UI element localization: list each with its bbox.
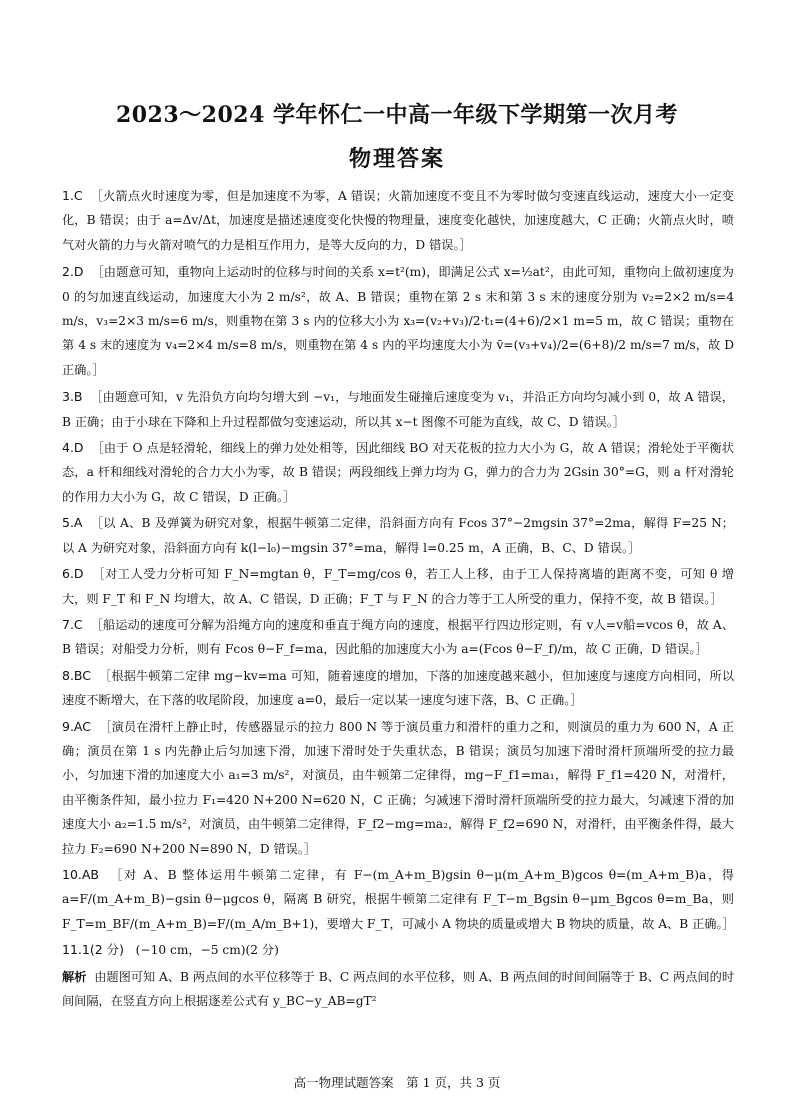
- answer-item-8: [62, 664, 734, 713]
- analysis-label: 解析: [62, 969, 87, 984]
- answer-item-11: [62, 938, 734, 962]
- answer-number: 4.D: [62, 440, 84, 456]
- answer-number: 1.C: [62, 188, 83, 203]
- answer-item-5: [62, 511, 734, 560]
- answer-number: 8.BC: [62, 667, 92, 683]
- answer-explanation: ［由于 O 点是轻滑轮，细线上的弹力处处相等，因此细线 BO 对天花板的拉力大小为 G，故 A 错误；滑轮处于平衡状态，a 杆和细线对滑轮的合力大小为零，故 B 错误；两段细线上弹力均为 G，弹力的合力为 2Gsin 30°=G，则 a 杆对滑轮的作用力大小为 G，故 C 错误，D 正确。］: [62, 441, 734, 504]
- answer-item-2: [62, 260, 734, 382]
- answer-explanation: ［由题意可知，重物向上运动时的位移与时间的关系 x=t²(m)，即满足公式 x=½at²，由此可知，重物向上做初速度为 0 的匀加速直线运动，加速度大小为 2 m/s²，故 A、B 错误；重物在第 2 s 末和第 3 s 末的速度分别为 v₂=2×2 m/s=4 m/s，v₃=2×3 m/s=6 m/s，则重物在第 3 s 内的位移大小为 x₃=(v₂+v₃)/2·t₁=(4+6)/2×1 m=5 m，故 C 错误；重物在第 4 s 末的速度为 v₄=2×4 m/s=8 m/s，则重物在第 4 s 内的平均速度大小为 v̄=(v₃+v₄)/2=(6+8)/2 m/s=7 m/s，故 D 正确。］: [62, 265, 734, 377]
- answer-item-3: [62, 385, 734, 434]
- answer-number: 11.1(2 分): [62, 942, 125, 958]
- answer-number: 10.AB: [62, 866, 100, 882]
- page-subtitle: 物理答案: [348, 146, 445, 172]
- answer-explanation: ［演员在滑杆上静止时，传感器显示的拉力 800 N 等于演员重力和滑杆的重力之和，则演员的重力为 600 N，A 正确；演员在第 1 s 内先静止后匀加速下滑，加速下滑时处于失重状态，B 错误；演员匀加速下滑时滑杆顶端所受的拉力最小，匀加速下滑的加速度大小 a₁=3 m/s²，对演员，由牛顿第二定律得，mg−F_f1=ma₁，解得 F_f1=420 N，对滑杆，由平衡条件知，最小拉力 F₁=420 N+200 N=620 N，C 正确；匀减速下滑时滑杆顶端所受的拉力最大，匀减速下滑的加速度大小 a₂=1.5 m/s²，对演员，由牛顿第二定律得，F_f2−mg=ma₂，解得 F_f2=690 N，对滑杆，由平衡条件得，最大拉力 F₂=690 N+200 N=890 N，D 错误。］: [62, 719, 735, 856]
- answer-number: 5.A: [62, 515, 83, 531]
- answer-explanation: ［对工人受力分析可知 F_N=mgtan θ，F_T=mg/cos θ，若工人上移，由于工人保持离墙的距离不变，可知 θ 增大，则 F_T 和 F_N 均增大，故 A、C 错误，D 正确；F_T 与 F_N 的合力等于工人所受的重力，保持不变，故 B 错误。］: [62, 567, 734, 606]
- answer-explanation: ［船运动的速度可分解为沿绳方向的速度和垂直于绳方向的速度，根据平行四边形定则，有 v人=v船=vcos θ，故 A、B 错误；对船受力分析，则有 Fcos θ−F_f=ma，因此船的加速度大小为 a=(Fcos θ−F_f)/m，故 C 正确，D 错误。］: [62, 617, 735, 657]
- answer-number: 3.B: [62, 389, 83, 405]
- answer-item-9: [62, 715, 734, 861]
- answer-explanation: (−10 cm，−5 cm)(2 分): [135, 943, 279, 958]
- answer-number: 9.AC: [62, 718, 91, 734]
- answer-explanation: ［对 A、B 整体运用牛顿第二定律，有 F−(m_A+m_B)gsin θ−μ(m_A+m_B)gcos θ=(m_A+m_B)a，得 a=F/(m_A+m_B)−gsin θ−μgcos θ，隔离 B 研究，根据牛顿第二定律有 F_T−m_Bgsin θ−μm_Bgcos θ=m_Ba，则 F_T=m_BF/(m_A+m_B)=F/(m_A/m_B+1)，要增大 F_T，可减小 A 物块的质量或增大 B 物块的质量，故 A、B 正确。］: [62, 867, 735, 931]
- answer-explanation: ［以 A、B 及弹簧为研究对象，根据牛顿第二定律，沿斜面方向有 Fcos 37°−2mgsin 37°=2ma，解得 F=25 N；以 A 为研究对象，沿斜面方向有 k(l−l₀)−mgsin 37°=ma，解得 l=0.25 m，A 正确，B、C、D 错误。］: [62, 516, 734, 555]
- answer-explanation: ［根据牛顿第二定律 mg−kv=ma 可知，随着速度的增加，下落的加速度越来越小，但加速度与速度方向相同，所以速度不断增大，在下落的收尾阶段，加速度 a=0，最后一定以某一速度匀速下落，B、C 正确。］: [62, 668, 735, 708]
- answer-item-7: [62, 613, 734, 662]
- answer-number: 2.D: [62, 264, 84, 280]
- analysis-paragraph: [62, 965, 734, 1014]
- answer-number: 7.C: [62, 616, 83, 632]
- answer-item-1: [62, 184, 734, 257]
- answer-explanation: ［由题意可知，v 先沿负方向均匀增大到 −v₁，与地面发生碰撞后速度变为 v₁，并沿正方向均匀减小到 0，故 A 错误，B 正确；由于小球在下降和上升过程都做匀变速运动，所以其 x−t 图像不可能为直线，故 C、D 错误。］: [62, 390, 734, 429]
- answer-list: [62, 184, 734, 1016]
- analysis-text: 由题图可知 A、B 两点间的水平位移等于 B、C 两点间的水平位移，则 A、B 两点间的时间间隔等于 B、C 两点间的时间间隔，在竖直方向上根据逐差公式有 y_BC−y_AB=gT²: [62, 969, 735, 1008]
- page-title: 2023～2024 学年怀仁一中高一年级下学期第一次月考: [115, 102, 679, 128]
- page-footer: 高一物理试题答案 第 1 页，共 3 页: [293, 1075, 501, 1090]
- answer-item-4: [62, 436, 734, 509]
- answer-explanation: ［火箭点火时速度为零，但是加速度不为零，A 错误；火箭加速度不变且不为零时做匀变速直线运动，速度大小一定变化，B 错误；由于 a=Δv/Δt，加速度是描述速度变化快慢的物理量，速度变化越快，加速度越大，C 正确；火箭点火时，喷气对火箭的力与火箭对喷气的力是相互作用力，是等大反向的力，D 错误。］: [62, 189, 734, 252]
- answer-item-6: [62, 562, 734, 611]
- answer-number: 6.D: [62, 566, 84, 582]
- answer-item-10: [62, 863, 734, 936]
